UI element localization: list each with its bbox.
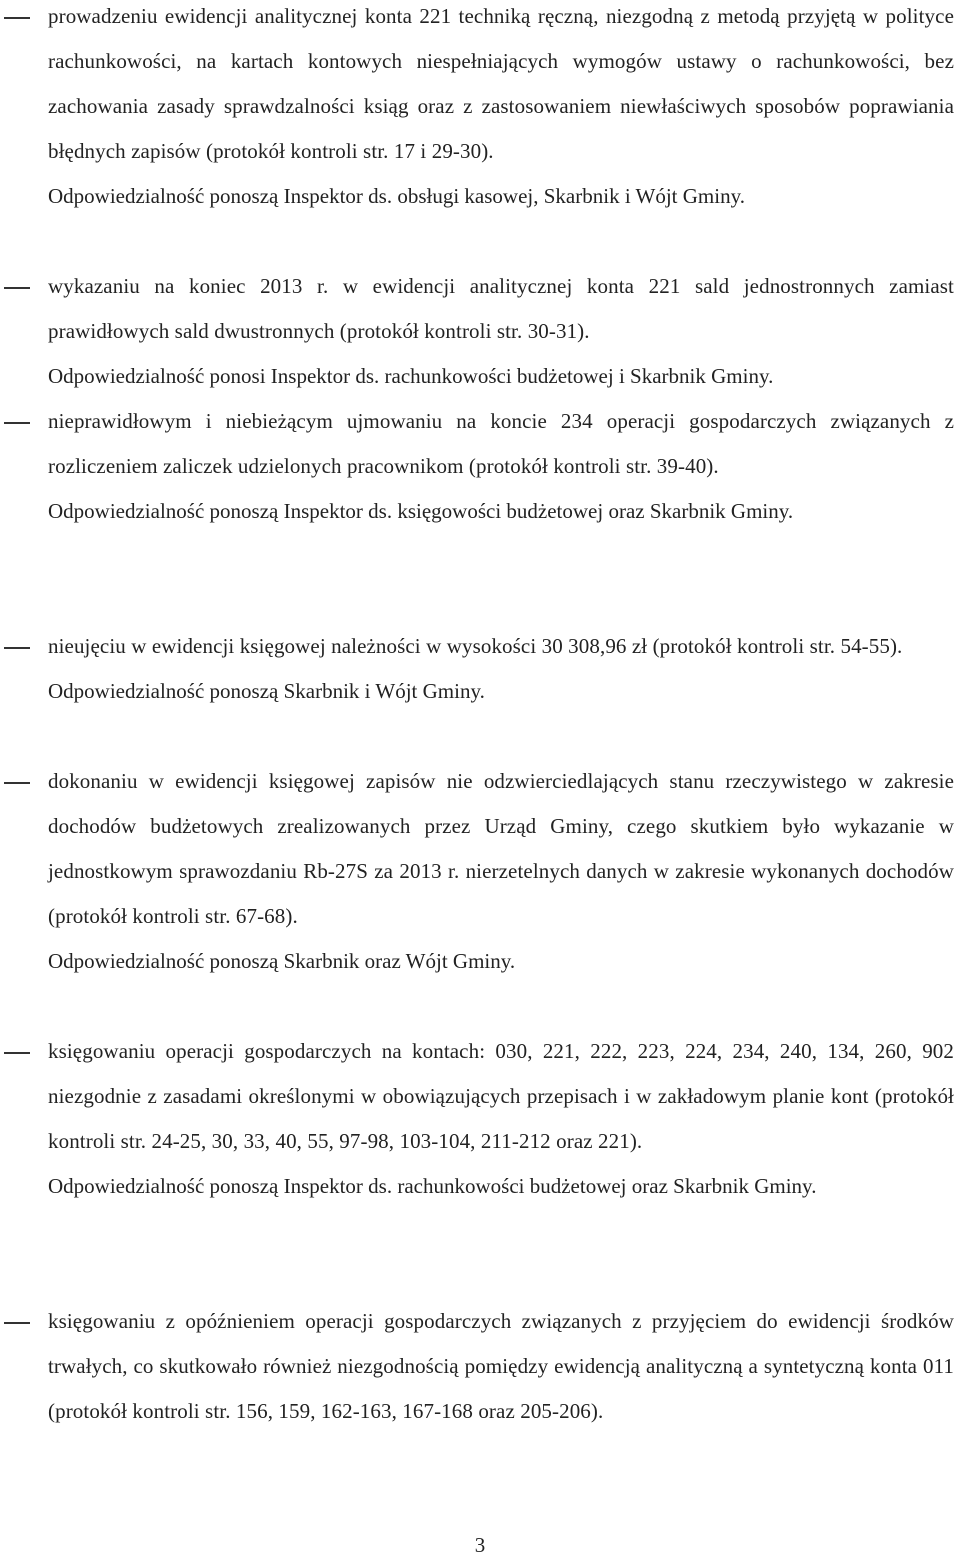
item-text: księgowaniu z opóźnieniem operacji gospodarczych związanych z przyjęciem do ewidencji środków trwałych, co skutkowało również niezgodnością pomiędzy ewidencją analityczną a syntetyczną konta 011 (protokół kontroli str. 156, 159, 162-163, 167-168 oraz 205-206).	[48, 1309, 954, 1423]
item-text: nieujęciu w ewidencji księgowej należności w wysokości 30 308,96 zł (protokół kontroli str. 54-55).	[48, 634, 903, 658]
responsibility-text: Odpowiedzialność ponoszą Inspektor ds. obsługi kasowej, Skarbnik i Wójt Gminy.	[48, 184, 745, 208]
item-text: nieprawidłowym i niebieżącym ujmowaniu na koncie 234 operacji gospodarczych związanych z rozliczeniem zaliczek udzielonych pracownikom (protokół kontroli str. 39-40).	[48, 409, 954, 478]
responsibility-text: Odpowiedzialność ponoszą Inspektor ds. księgowości budżetowej oraz Skarbnik Gminy.	[48, 499, 794, 523]
list-item	[0, 399, 960, 534]
list-item	[0, 0, 960, 219]
item-text: księgowaniu operacji gospodarczych na kontach: 030, 221, 222, 223, 224, 234, 240, 134, 260, 902 niezgodnie z zasadami określonymi w obowiązujących przepisach i w zakładowym planie kont (protokół kontroli str. 24-25, 30, 33, 40, 55, 97-98, 103-104, 211-212 oraz 221).	[48, 1039, 954, 1153]
responsibility-text: Odpowiedzialność ponosi Inspektor ds. rachunkowości budżetowej i Skarbnik Gminy.	[48, 364, 774, 388]
responsibility-text: Odpowiedzialność ponoszą Skarbnik oraz Wójt Gminy.	[48, 949, 516, 973]
list-item	[0, 1299, 960, 1434]
item-text: dokonaniu w ewidencji księgowej zapisów nie odzwierciedlających stanu rzeczywistego w zakresie dochodów budżetowych zrealizowanych przez Urząd Gminy, czego skutkiem było wykazanie w jednostkowym sprawozdaniu Rb-27S za 2013 r. nierzetelnych danych w zakresie wykonanych dochodów (protokół kontroli str. 67-68).	[48, 769, 954, 928]
item-text: prowadzeniu ewidencji analitycznej konta 221 techniką ręczną, niezgodną z metodą przyjętą w polityce rachunkowości, na kartach kontowych niespełniających wymogów ustawy o rachunkowości, bez zachowania zasady sprawdzalności ksiąg oraz z zastosowaniem niewłaściwych sposobów poprawiania błędnych zapisów (protokół kontroli str. 17 i 29-30).	[48, 4, 954, 163]
item-text: wykazaniu na koniec 2013 r. w ewidencji analitycznej konta 221 sald jednostronnych zamiast prawidłowych sald dwustronnych (protokół kontroli str. 30-31).	[48, 274, 954, 343]
list-item	[0, 264, 960, 399]
responsibility-text: Odpowiedzialność ponoszą Skarbnik i Wójt Gminy.	[48, 679, 485, 703]
list-item	[0, 1029, 960, 1209]
responsibility-text: Odpowiedzialność ponoszą Inspektor ds. rachunkowości budżetowej oraz Skarbnik Gminy.	[48, 1174, 817, 1198]
list-item	[0, 759, 960, 984]
page-number: 3	[474, 1533, 486, 1557]
list-item	[0, 624, 960, 714]
